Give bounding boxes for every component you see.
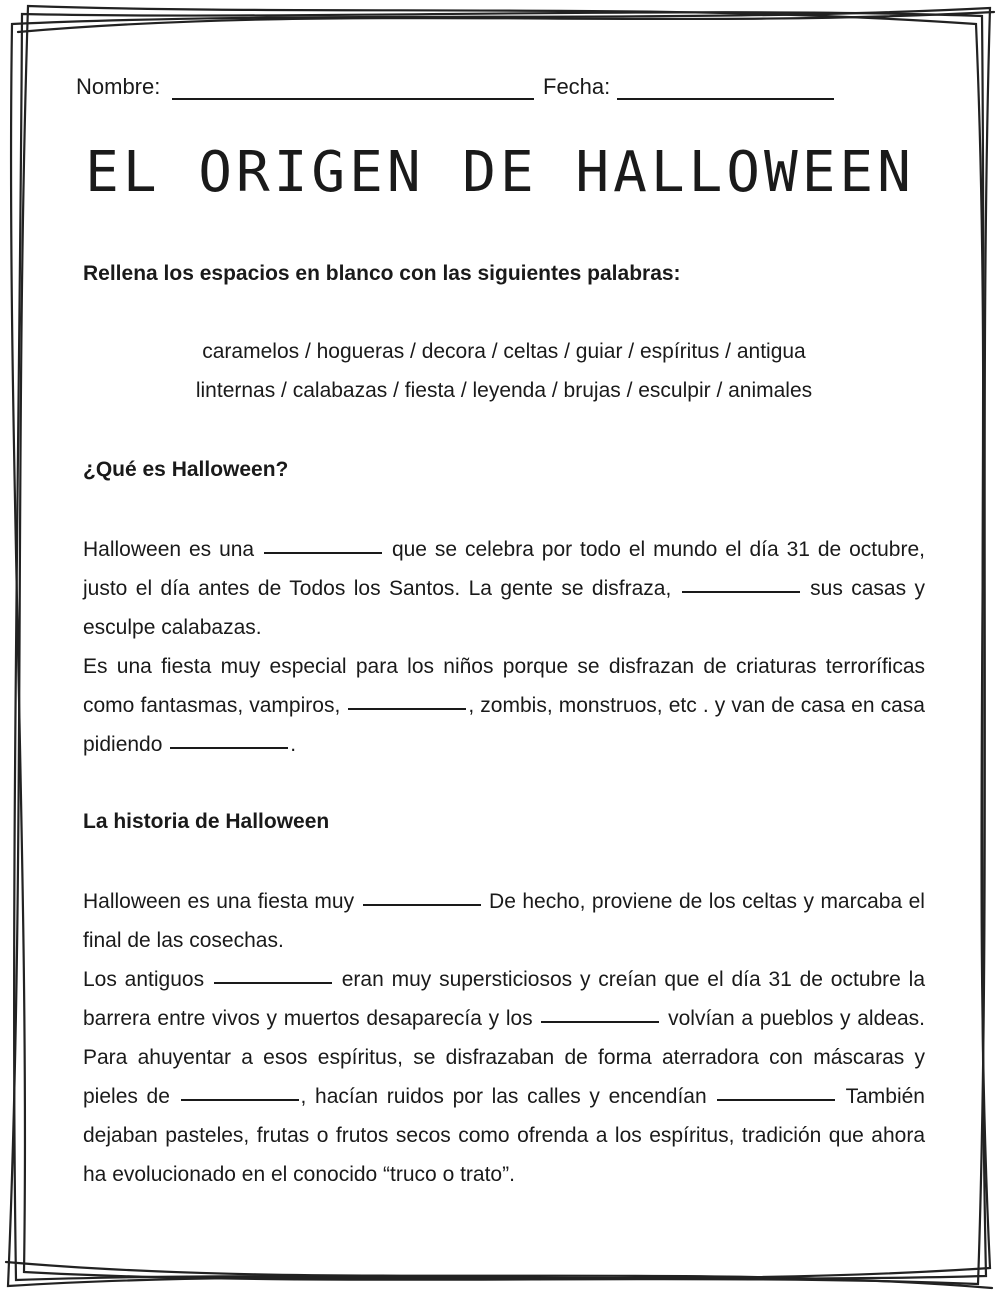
text-segment: Es una fiesta muy especial para los niños porque se disfrazan de criaturas terroríficas como fantasmas, vampiros, bbox=[83, 655, 925, 717]
blank-8[interactable] bbox=[181, 1098, 299, 1101]
paragraph bbox=[83, 882, 925, 960]
text-segment: . bbox=[290, 733, 297, 756]
text-segment: De hecho, proviene de los celtas y marcaba el final de las cosechas. bbox=[83, 890, 925, 952]
blank-2[interactable] bbox=[682, 590, 800, 593]
paragraph bbox=[83, 530, 925, 647]
section-heading-history: La historia de Halloween bbox=[83, 810, 330, 833]
text-segment: Halloween es una bbox=[83, 538, 255, 561]
section-history-text bbox=[83, 882, 925, 1194]
text-segment: Los antiguos bbox=[83, 968, 205, 991]
section-what-is-text bbox=[83, 530, 925, 764]
blank-1[interactable] bbox=[264, 551, 382, 554]
paragraph bbox=[83, 647, 925, 764]
blank-6[interactable] bbox=[214, 981, 332, 984]
instructions: Rellena los espacios en blanco con las siguientes palabras: bbox=[83, 262, 681, 285]
paragraph bbox=[83, 960, 925, 1194]
name-field-line[interactable] bbox=[172, 98, 534, 100]
text-segment: que se celebra por todo el mundo el día 31 de octubre, justo el día antes de Todos los Santos. La gente se disfraza, bbox=[83, 538, 925, 600]
name-label: Nombre: bbox=[76, 74, 161, 99]
blank-4[interactable] bbox=[170, 746, 288, 749]
word-bank-line-2: linternas / calabazas / fiesta / leyenda / brujas / esculpir / animales bbox=[195, 379, 813, 402]
date-label: Fecha: bbox=[543, 74, 611, 99]
blank-3[interactable] bbox=[348, 707, 466, 710]
blank-9[interactable] bbox=[717, 1098, 835, 1101]
header-row bbox=[76, 72, 836, 104]
date-field-line[interactable] bbox=[617, 98, 834, 100]
text-segment: sus casas y esculpe calabazas. bbox=[83, 577, 925, 639]
blank-7[interactable] bbox=[541, 1020, 659, 1023]
page-title: EL ORIGEN DE HALLOWEEN bbox=[85, 140, 915, 205]
word-bank-line-1: caramelos / hogueras / decora / celtas / guiar / espíritus / antigua bbox=[202, 340, 806, 363]
text-segment: También dejaban pasteles, frutas o frutos secos como ofrenda a los espíritus, tradición que ahora ha evolucionado en el conocido “truco o trato”. bbox=[83, 1085, 925, 1186]
section-heading-what-is: ¿Qué es Halloween? bbox=[83, 458, 289, 481]
text-segment: Halloween es una fiesta muy bbox=[83, 890, 355, 913]
text-segment: volvían a pueblos y aldeas. Para ahuyentar a esos espíritus, se disfrazaban de forma aterradora con máscaras y pieles de bbox=[83, 1007, 925, 1108]
text-segment: , hacían ruidos por las calles y encendían bbox=[300, 1085, 707, 1108]
text-segment: , zombis, monstruos, etc . y van de casa en casa pidiendo bbox=[83, 694, 925, 756]
text-segment: eran muy supersticiosos y creían que el día 31 de octubre la barrera entre vivos y muertos desaparecía y los bbox=[83, 968, 926, 1030]
blank-5[interactable] bbox=[363, 903, 481, 906]
